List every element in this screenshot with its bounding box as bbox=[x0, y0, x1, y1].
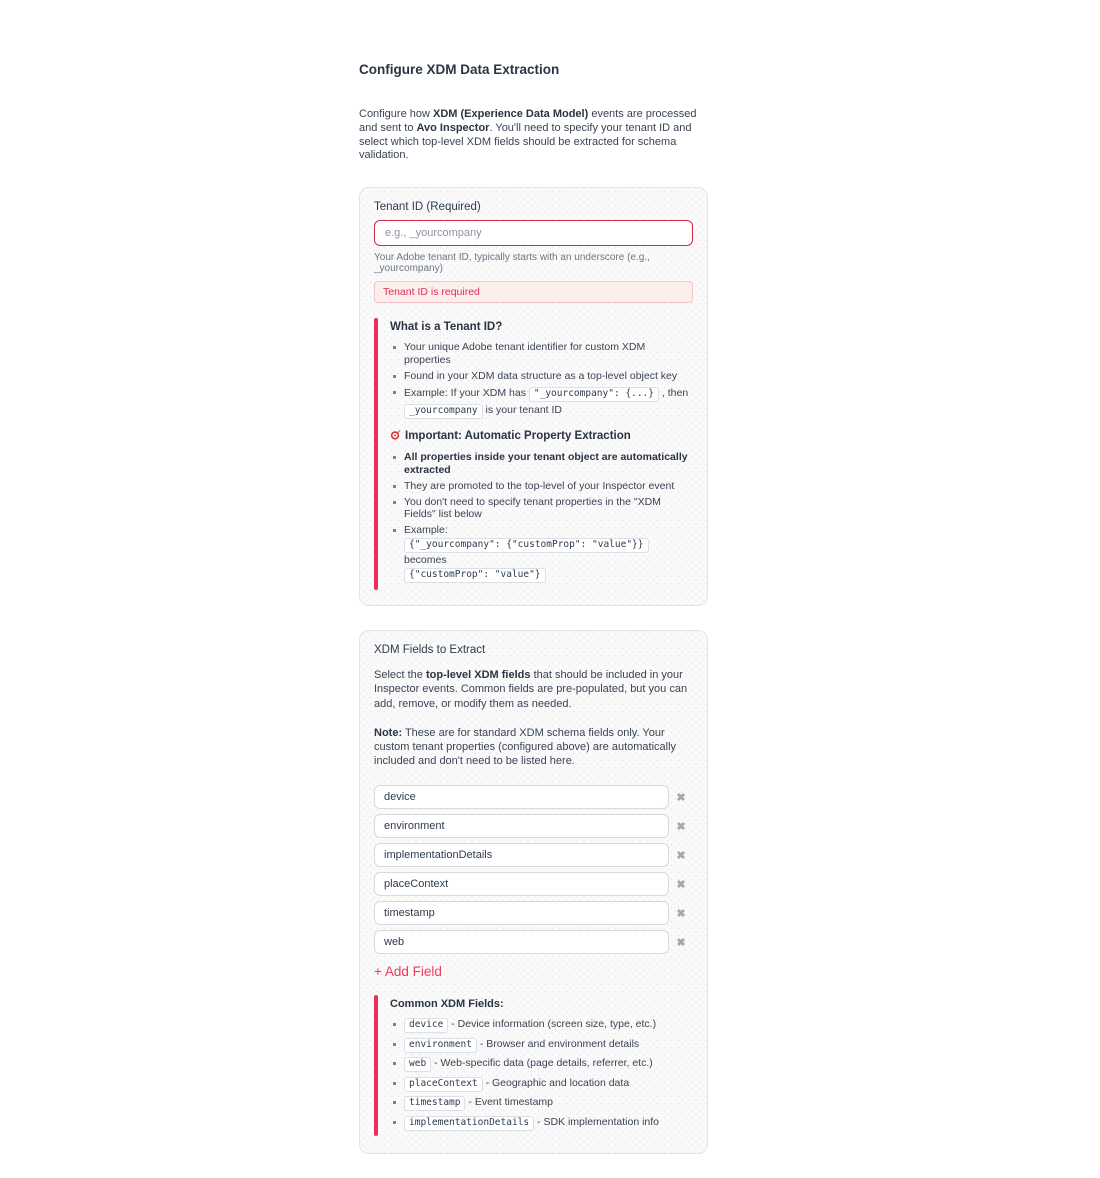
common-fields-heading: Common XDM Fields: bbox=[390, 998, 504, 1011]
important-heading bbox=[390, 429, 689, 443]
remove-x-icon: ✖ bbox=[676, 820, 686, 833]
code-chip: placeContext bbox=[404, 1077, 483, 1092]
field-row bbox=[374, 814, 693, 838]
remove-field-button[interactable] bbox=[669, 876, 693, 893]
remove-field-button[interactable] bbox=[669, 905, 693, 922]
xdm-field-input[interactable] bbox=[374, 901, 669, 925]
code-chip: implementationDetails bbox=[404, 1116, 534, 1131]
code-chip: {"customProp": "value"} bbox=[404, 568, 546, 583]
xdm-field-input[interactable] bbox=[374, 814, 669, 838]
important-heading-text: Important: Automatic Property Extraction bbox=[405, 429, 631, 442]
target-icon bbox=[390, 429, 401, 443]
xdm-fields-note bbox=[374, 726, 693, 769]
code-chip: environment bbox=[404, 1038, 477, 1053]
code-chip: "_yourcompany": {...} bbox=[529, 387, 659, 402]
remove-field-button[interactable] bbox=[669, 934, 693, 951]
desc-text: that should be included in your Inspector events. Common fields are pre-populated, but you can add, remove, or modify them as needed. bbox=[374, 669, 688, 710]
common-field-desc: - Browser and environment details bbox=[479, 1037, 640, 1050]
remove-x-icon: ✖ bbox=[676, 791, 686, 804]
desc-bold: top-level XDM fields bbox=[425, 669, 531, 682]
example-text: , then bbox=[659, 386, 689, 399]
important-list bbox=[390, 451, 689, 584]
note-bold: Note: bbox=[374, 726, 403, 739]
add-field-button[interactable]: + Add Field bbox=[374, 964, 442, 980]
code-chip: device bbox=[404, 1018, 448, 1033]
remove-x-icon: ✖ bbox=[676, 907, 686, 920]
intro-paragraph bbox=[359, 108, 708, 163]
common-fields-list bbox=[390, 1017, 689, 1132]
tenant-info-list bbox=[390, 341, 689, 420]
list-item bbox=[390, 1115, 689, 1132]
xdm-fields-description bbox=[374, 668, 693, 711]
intro-text: . You'll need to specify your tenant ID and select which top-level XDM fields should be extracted for schema validation. bbox=[359, 121, 692, 162]
list-item: All properties inside your tenant object are automatically extracted bbox=[390, 451, 689, 476]
list-item bbox=[390, 1056, 689, 1073]
common-field-desc: - SDK implementation info bbox=[537, 1115, 660, 1128]
code-chip: web bbox=[404, 1057, 431, 1072]
example-text: is your tenant ID bbox=[482, 403, 563, 416]
remove-x-icon: ✖ bbox=[676, 849, 686, 862]
list-item bbox=[390, 1076, 689, 1093]
intro-text: events are processed and sent to bbox=[359, 108, 697, 134]
tenant-id-helper: Your Adobe tenant ID, typically starts with an underscore (e.g., _yourcompany) bbox=[374, 252, 650, 275]
field-row bbox=[374, 930, 693, 954]
code-chip: timestamp bbox=[404, 1096, 465, 1111]
list-item: You don't need to specify tenant properties in the "XDM Fields" list below bbox=[390, 496, 689, 521]
remove-x-icon: ✖ bbox=[676, 878, 686, 891]
intro-text: Configure how bbox=[359, 108, 433, 120]
field-row bbox=[374, 872, 693, 896]
configure-xdm-page bbox=[359, 62, 708, 1178]
note-text: These are for standard XDM schema fields only. Your custom tenant properties (configured above) are automatically included and don't need to be listed here. bbox=[374, 726, 677, 768]
tenant-id-label: Tenant ID (Required) bbox=[374, 201, 481, 214]
list-item: Your unique Adobe tenant identifier for custom XDM properties bbox=[390, 341, 689, 366]
common-field-desc: - Web-specific data (page details, referrer, etc.) bbox=[434, 1057, 653, 1070]
page-title: Configure XDM Data Extraction bbox=[359, 62, 560, 77]
remove-field-button[interactable] bbox=[669, 789, 693, 806]
example-text: Example: bbox=[404, 524, 448, 537]
tenant-id-card bbox=[359, 187, 708, 606]
remove-field-button[interactable] bbox=[669, 818, 693, 835]
field-row bbox=[374, 785, 693, 809]
xdm-field-input[interactable] bbox=[374, 785, 669, 809]
list-item bbox=[390, 386, 689, 420]
list-item: Found in your XDM data structure as a top-level object key bbox=[390, 370, 689, 383]
field-row bbox=[374, 843, 693, 867]
remove-x-icon: ✖ bbox=[676, 936, 686, 949]
example-text: becomes bbox=[404, 554, 447, 567]
remove-field-button[interactable] bbox=[669, 847, 693, 864]
field-row bbox=[374, 901, 693, 925]
desc-text: Select the bbox=[374, 669, 426, 682]
list-item bbox=[390, 1017, 689, 1034]
xdm-field-input[interactable] bbox=[374, 843, 669, 867]
code-chip: {"_yourcompany": {"customProp": "value"}} bbox=[404, 538, 649, 553]
list-item bbox=[390, 524, 689, 583]
list-item bbox=[390, 1095, 689, 1112]
xdm-fields-card bbox=[359, 630, 708, 1154]
tenant-info-heading: What is a Tenant ID? bbox=[390, 321, 503, 334]
xdm-field-input[interactable] bbox=[374, 930, 669, 954]
intro-bold-xdm: XDM (Experience Data Model) bbox=[433, 108, 589, 120]
list-item bbox=[390, 1037, 689, 1054]
example-text: Example: If your XDM has bbox=[404, 386, 529, 399]
tenant-id-error: Tenant ID is required bbox=[374, 281, 693, 303]
intro-bold-avo: Avo Inspector bbox=[416, 121, 490, 134]
common-field-desc: - Event timestamp bbox=[468, 1096, 554, 1109]
common-field-desc: - Device information (screen size, type, etc.) bbox=[451, 1018, 657, 1031]
common-field-desc: - Geographic and location data bbox=[485, 1076, 630, 1089]
xdm-field-input[interactable] bbox=[374, 872, 669, 896]
list-item: They are promoted to the top-level of your Inspector event bbox=[390, 480, 689, 493]
code-chip: _yourcompany bbox=[404, 404, 483, 419]
tenant-info-box bbox=[374, 318, 693, 590]
common-fields-box bbox=[374, 993, 693, 1138]
tenant-id-input[interactable] bbox=[374, 220, 693, 246]
xdm-fields-label: XDM Fields to Extract bbox=[374, 644, 486, 657]
